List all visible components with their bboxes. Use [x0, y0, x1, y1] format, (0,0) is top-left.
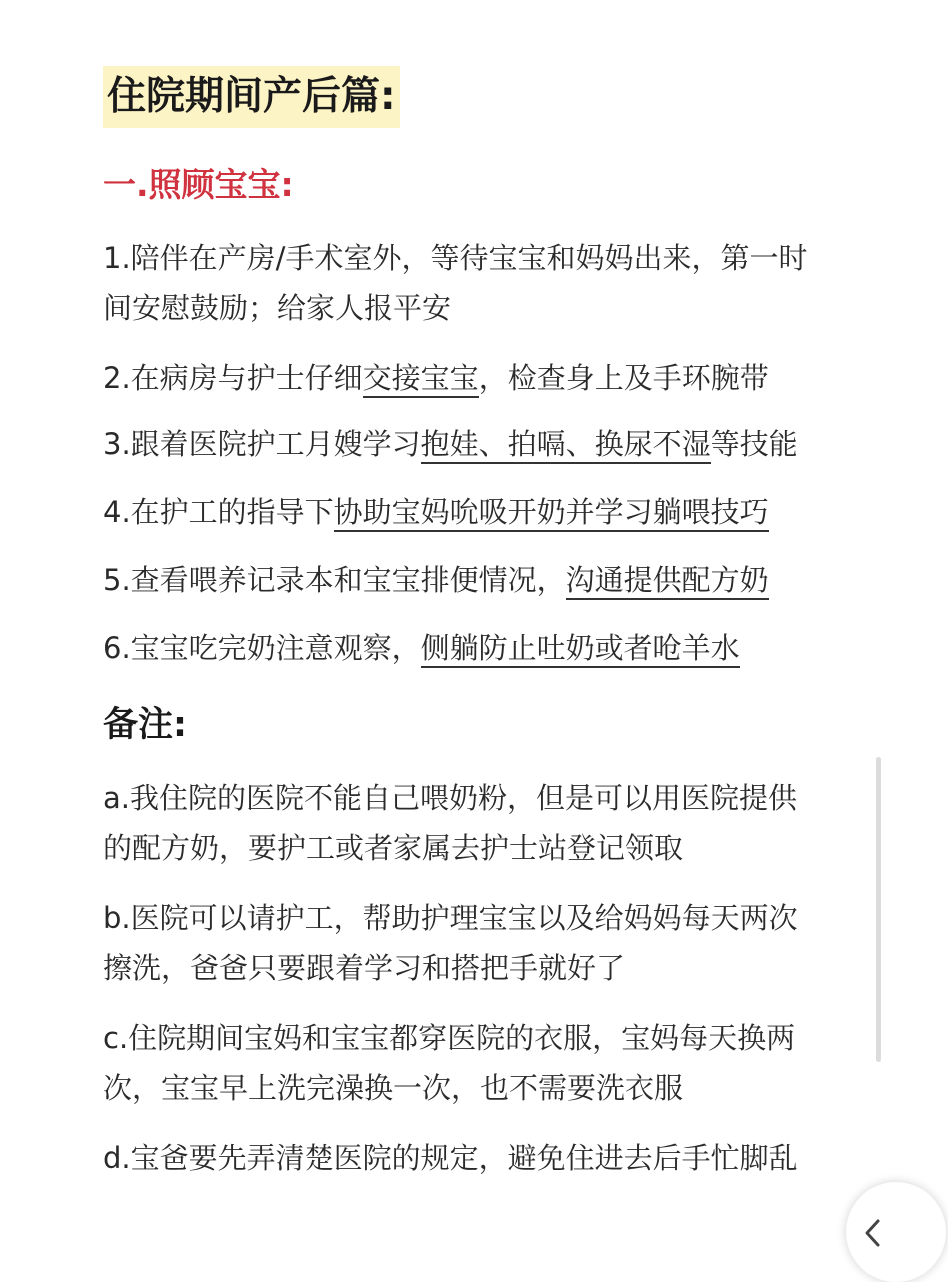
- note-a-line-2: 的配方奶，要护工或者家属去护士站登记领取: [103, 831, 684, 865]
- note-b-line-1: b.医院可以请护工，帮助护理宝宝以及给妈妈每天两次: [103, 901, 798, 935]
- item-3: [103, 424, 798, 464]
- item-2-suffix: ，检查身上及手环腕带: [478, 361, 769, 395]
- item-1-line-1: 1.陪伴在产房/手术室外，等待宝宝和妈妈出来，第一时: [103, 241, 808, 275]
- note-b-line-2: 擦洗，爸爸只要跟着学习和搭把手就好了: [103, 951, 626, 985]
- note-d-line-1: d.宝爸要先弄清楚医院的规定，避免住进去后手忙脚乱: [103, 1141, 798, 1175]
- chevron-left-icon: [862, 1218, 884, 1248]
- item-2-highlight: 交接宝宝: [363, 361, 479, 398]
- note-c-line-2: 次，宝宝早上洗完澡换一次，也不需要洗衣服: [103, 1071, 684, 1105]
- item-5-highlight: 沟通提供配方奶: [566, 563, 769, 600]
- back-button[interactable]: [846, 1182, 946, 1282]
- section-heading: 一.照顾宝宝:: [103, 165, 294, 204]
- item-3-prefix: 3.跟着医院护工月嫂学习: [103, 427, 421, 461]
- note-a-line-1: a.我住院的医院不能自己喂奶粉，但是可以用医院提供: [103, 781, 797, 815]
- item-5: [103, 560, 769, 600]
- page-title: 住院期间产后篇:: [103, 66, 400, 128]
- item-3-suffix: 等技能: [710, 427, 798, 461]
- item-4-highlight: 协助宝妈吮吸开奶并学习躺喂技巧: [334, 495, 769, 532]
- note-c-line-1: c.住院期间宝妈和宝宝都穿医院的衣服，宝妈每天换两: [103, 1021, 796, 1055]
- item-6-prefix: 6.宝宝吃完奶注意观察，: [103, 631, 421, 665]
- item-2: [103, 358, 769, 398]
- item-6-highlight: 侧躺防止吐奶或者呛羊水: [421, 631, 740, 668]
- item-2-prefix: 2.在病房与护士仔细: [103, 361, 363, 395]
- item-5-prefix: 5.查看喂养记录本和宝宝排便情况，: [103, 563, 566, 597]
- item-4-prefix: 4.在护工的指导下: [103, 495, 334, 529]
- item-3-highlight: 抱娃、拍嗝、换尿不湿: [421, 427, 711, 464]
- item-4: [103, 492, 769, 532]
- notes-heading: 备注:: [103, 705, 187, 745]
- scrollbar[interactable]: [876, 757, 881, 1062]
- item-6: [103, 628, 740, 668]
- item-1-line-2: 间安慰鼓励；给家人报平安: [103, 291, 452, 325]
